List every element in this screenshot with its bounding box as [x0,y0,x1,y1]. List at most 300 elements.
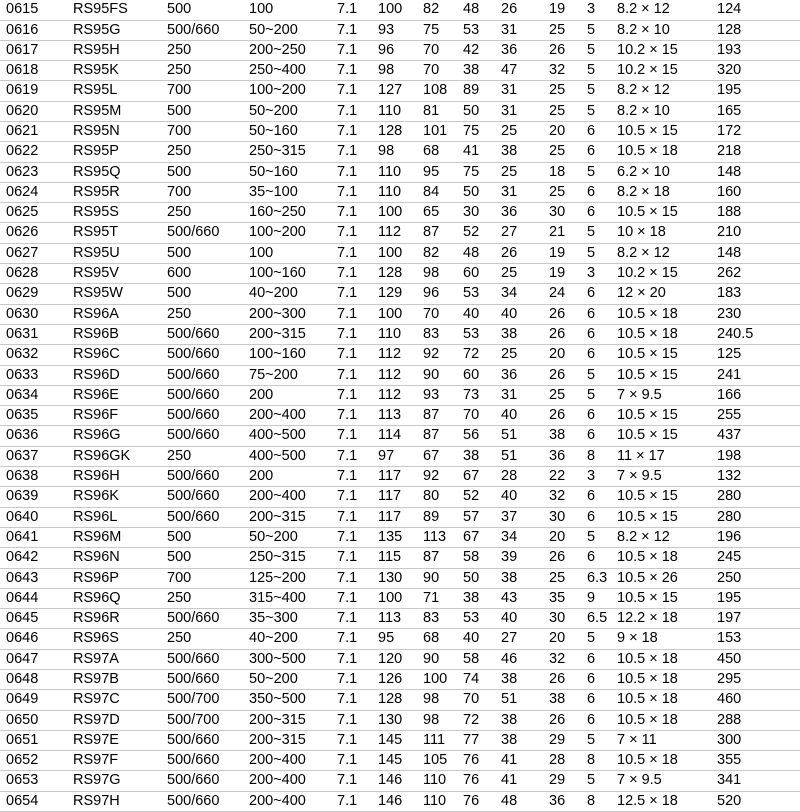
cell-item-number: 0653 [0,771,67,791]
cell-dim-f: 26 [543,324,581,344]
cell-dim-b: 112 [372,365,417,385]
cell-dim-c: 108 [417,81,457,101]
cell-slot-size: 8.2 × 10 [611,101,711,121]
cell-slot-size: 10.5 × 15 [611,365,711,385]
cell-dim-f: 25 [543,385,581,405]
cell-dim-g: 8 [581,751,611,771]
cell-current-range: 35~100 [243,182,331,202]
cell-dim-c: 90 [417,365,457,385]
cell-item-number: 0649 [0,690,67,710]
cell-dim-c: 93 [417,385,457,405]
cell-dim-g: 6 [581,670,611,690]
cell-dim-f: 38 [543,690,581,710]
cell-dim-a: 7.1 [331,61,372,81]
cell-model: RS96D [67,365,161,385]
cell-dim-g: 6 [581,487,611,507]
cell-dim-a: 7.1 [331,629,372,649]
cell-dim-b: 145 [372,751,417,771]
cell-dim-d: 38 [457,588,495,608]
cell-dim-g: 6 [581,142,611,162]
cell-dim-c: 111 [417,730,457,750]
table-row [0,609,800,629]
cell-dim-b: 146 [372,791,417,811]
cell-dim-g: 6 [581,548,611,568]
cell-dim-g: 6 [581,121,611,141]
table-row [0,507,800,527]
table-row [0,0,800,20]
cell-voltage: 500 [161,162,243,182]
cell-model: RS95W [67,284,161,304]
cell-current-range: 100 [243,0,331,20]
cell-slot-size: 8.2 × 12 [611,81,711,101]
table-row [0,406,800,426]
cell-item-number: 0648 [0,670,67,690]
table-row [0,81,800,101]
cell-dim-c: 92 [417,467,457,487]
cell-item-number: 0620 [0,101,67,121]
cell-dim-f: 26 [543,548,581,568]
cell-dim-c: 90 [417,649,457,669]
cell-item-number: 0634 [0,385,67,405]
cell-dim-g: 6 [581,710,611,730]
cell-voltage: 500/660 [161,507,243,527]
cell-dim-g: 5 [581,385,611,405]
cell-dim-a: 7.1 [331,487,372,507]
cell-dim-d: 56 [457,426,495,446]
cell-dim-g: 6 [581,426,611,446]
cell-dim-a: 7.1 [331,121,372,141]
cell-model: RS97B [67,670,161,690]
cell-current-range: 200~400 [243,751,331,771]
cell-slot-size: 10.5 × 18 [611,142,711,162]
cell-dim-c: 82 [417,243,457,263]
cell-dim-a: 7.1 [331,426,372,446]
cell-dim-a: 7.1 [331,791,372,811]
cell-dim-f: 25 [543,81,581,101]
cell-item-number: 0632 [0,345,67,365]
cell-dim-d: 72 [457,710,495,730]
cell-dim-a: 7.1 [331,142,372,162]
cell-dim-d: 50 [457,182,495,202]
cell-dim-c: 113 [417,527,457,547]
cell-weight: 288 [711,710,800,730]
cell-dim-g: 6 [581,304,611,324]
cell-dim-a: 7.1 [331,406,372,426]
table-row [0,568,800,588]
cell-current-range: 50~200 [243,101,331,121]
cell-dim-f: 26 [543,40,581,60]
cell-dim-d: 75 [457,162,495,182]
cell-current-range: 200~400 [243,791,331,811]
table-row [0,61,800,81]
cell-current-range: 50~200 [243,527,331,547]
cell-dim-d: 76 [457,771,495,791]
cell-dim-g: 5 [581,40,611,60]
cell-dim-a: 7.1 [331,670,372,690]
cell-current-range: 50~160 [243,121,331,141]
cell-dim-a: 7.1 [331,101,372,121]
cell-dim-e: 34 [495,284,543,304]
table-row [0,284,800,304]
cell-dim-a: 7.1 [331,0,372,20]
cell-current-range: 200~400 [243,771,331,791]
cell-dim-e: 40 [495,304,543,324]
cell-dim-g: 6.5 [581,609,611,629]
cell-dim-e: 38 [495,568,543,588]
cell-slot-size: 8.2 × 12 [611,527,711,547]
cell-dim-e: 48 [495,791,543,811]
cell-model: RS96M [67,527,161,547]
cell-current-range: 35~300 [243,609,331,629]
table-row [0,426,800,446]
cell-dim-b: 130 [372,710,417,730]
cell-slot-size: 10.2 × 15 [611,40,711,60]
cell-item-number: 0641 [0,527,67,547]
cell-dim-e: 36 [495,203,543,223]
cell-dim-g: 5 [581,730,611,750]
cell-weight: 210 [711,223,800,243]
cell-voltage: 500/660 [161,730,243,750]
cell-dim-c: 87 [417,426,457,446]
cell-dim-b: 117 [372,487,417,507]
cell-dim-e: 37 [495,507,543,527]
cell-weight: 148 [711,162,800,182]
cell-dim-d: 74 [457,670,495,690]
cell-item-number: 0615 [0,0,67,20]
cell-dim-f: 22 [543,467,581,487]
table-row [0,588,800,608]
cell-model: RS96N [67,548,161,568]
cell-dim-d: 67 [457,467,495,487]
cell-voltage: 500 [161,527,243,547]
cell-item-number: 0635 [0,406,67,426]
cell-model: RS95FS [67,0,161,20]
table-row [0,467,800,487]
cell-dim-g: 6 [581,324,611,344]
cell-voltage: 500/660 [161,365,243,385]
cell-slot-size: 8.2 × 12 [611,0,711,20]
cell-dim-c: 80 [417,487,457,507]
cell-voltage: 500/660 [161,426,243,446]
cell-voltage: 700 [161,568,243,588]
cell-dim-d: 58 [457,649,495,669]
cell-dim-b: 113 [372,609,417,629]
cell-voltage: 700 [161,81,243,101]
cell-dim-c: 70 [417,304,457,324]
cell-dim-f: 32 [543,61,581,81]
cell-dim-g: 6 [581,507,611,527]
cell-dim-e: 31 [495,20,543,40]
cell-dim-g: 6 [581,406,611,426]
cell-voltage: 700 [161,182,243,202]
cell-current-range: 50~160 [243,162,331,182]
cell-voltage: 500/660 [161,406,243,426]
cell-dim-g: 5 [581,223,611,243]
cell-dim-a: 7.1 [331,527,372,547]
cell-dim-d: 42 [457,40,495,60]
cell-model: RS97A [67,649,161,669]
cell-slot-size: 10.2 × 15 [611,264,711,284]
cell-dim-e: 26 [495,0,543,20]
cell-weight: 341 [711,771,800,791]
cell-voltage: 500/660 [161,20,243,40]
cell-dim-b: 120 [372,649,417,669]
cell-dim-e: 51 [495,690,543,710]
cell-dim-a: 7.1 [331,243,372,263]
cell-weight: 125 [711,345,800,365]
cell-dim-d: 67 [457,527,495,547]
cell-voltage: 500/660 [161,487,243,507]
cell-dim-f: 30 [543,609,581,629]
cell-dim-f: 19 [543,264,581,284]
cell-dim-g: 5 [581,365,611,385]
cell-item-number: 0631 [0,324,67,344]
cell-item-number: 0627 [0,243,67,263]
cell-current-range: 200 [243,467,331,487]
cell-weight: 128 [711,20,800,40]
cell-dim-e: 40 [495,609,543,629]
cell-dim-e: 38 [495,670,543,690]
cell-dim-a: 7.1 [331,771,372,791]
cell-dim-e: 25 [495,162,543,182]
table-row [0,162,800,182]
cell-voltage: 500/660 [161,467,243,487]
cell-weight: 148 [711,243,800,263]
cell-item-number: 0638 [0,467,67,487]
cell-dim-e: 31 [495,81,543,101]
cell-dim-e: 25 [495,345,543,365]
cell-dim-e: 38 [495,142,543,162]
cell-current-range: 100~160 [243,264,331,284]
table-row [0,203,800,223]
cell-dim-f: 32 [543,487,581,507]
cell-voltage: 500/660 [161,649,243,669]
cell-model: RS96E [67,385,161,405]
cell-dim-g: 5 [581,101,611,121]
cell-dim-b: 98 [372,142,417,162]
cell-dim-e: 25 [495,121,543,141]
cell-slot-size: 12.5 × 18 [611,791,711,811]
cell-dim-f: 20 [543,345,581,365]
table-row [0,304,800,324]
cell-dim-e: 31 [495,385,543,405]
cell-dim-f: 20 [543,629,581,649]
cell-dim-d: 38 [457,61,495,81]
cell-slot-size: 10.5 × 18 [611,324,711,344]
table-row [0,690,800,710]
cell-voltage: 600 [161,264,243,284]
cell-dim-b: 110 [372,101,417,121]
cell-dim-d: 53 [457,20,495,40]
cell-dim-e: 38 [495,730,543,750]
cell-dim-g: 9 [581,588,611,608]
cell-dim-g: 6 [581,182,611,202]
cell-item-number: 0624 [0,182,67,202]
cell-item-number: 0630 [0,304,67,324]
cell-weight: 230 [711,304,800,324]
cell-weight: 218 [711,142,800,162]
cell-dim-c: 84 [417,182,457,202]
cell-dim-g: 6 [581,284,611,304]
cell-dim-b: 100 [372,588,417,608]
cell-dim-d: 52 [457,223,495,243]
cell-dim-c: 70 [417,40,457,60]
table-row [0,40,800,60]
table-row [0,670,800,690]
cell-dim-a: 7.1 [331,203,372,223]
cell-dim-f: 26 [543,670,581,690]
cell-model: RS96P [67,568,161,588]
cell-current-range: 75~200 [243,365,331,385]
cell-dim-d: 53 [457,609,495,629]
cell-dim-c: 75 [417,20,457,40]
table-row [0,223,800,243]
cell-voltage: 500/660 [161,751,243,771]
cell-weight: 197 [711,609,800,629]
cell-dim-d: 48 [457,243,495,263]
cell-dim-c: 98 [417,264,457,284]
cell-model: RS96C [67,345,161,365]
table-row [0,264,800,284]
cell-dim-e: 34 [495,527,543,547]
cell-dim-g: 5 [581,20,611,40]
cell-dim-b: 146 [372,771,417,791]
cell-current-range: 50~200 [243,670,331,690]
cell-dim-e: 38 [495,324,543,344]
cell-dim-a: 7.1 [331,40,372,60]
cell-dim-e: 26 [495,243,543,263]
cell-weight: 188 [711,203,800,223]
cell-current-range: 315~400 [243,588,331,608]
cell-current-range: 100 [243,243,331,263]
cell-slot-size: 8.2 × 10 [611,20,711,40]
cell-dim-e: 31 [495,101,543,121]
cell-item-number: 0626 [0,223,67,243]
cell-voltage: 500/660 [161,345,243,365]
table-row [0,345,800,365]
cell-dim-g: 5 [581,61,611,81]
cell-dim-b: 112 [372,385,417,405]
cell-dim-c: 105 [417,751,457,771]
cell-model: RS96A [67,304,161,324]
cell-dim-b: 98 [372,61,417,81]
cell-slot-size: 12 × 20 [611,284,711,304]
cell-dim-g: 5 [581,243,611,263]
cell-weight: 195 [711,81,800,101]
cell-weight: 183 [711,284,800,304]
cell-slot-size: 8.2 × 18 [611,182,711,202]
cell-model: RS96B [67,324,161,344]
cell-model: RS96Q [67,588,161,608]
cell-dim-f: 19 [543,0,581,20]
cell-dim-e: 39 [495,548,543,568]
cell-voltage: 500/700 [161,690,243,710]
cell-current-range: 200 [243,385,331,405]
cell-dim-a: 7.1 [331,324,372,344]
cell-weight: 460 [711,690,800,710]
cell-dim-f: 25 [543,568,581,588]
cell-item-number: 0644 [0,588,67,608]
cell-dim-d: 75 [457,121,495,141]
cell-dim-f: 26 [543,710,581,730]
cell-dim-d: 89 [457,81,495,101]
cell-item-number: 0645 [0,609,67,629]
cell-dim-d: 53 [457,324,495,344]
cell-item-number: 0647 [0,649,67,669]
cell-dim-b: 100 [372,0,417,20]
cell-dim-a: 7.1 [331,385,372,405]
cell-voltage: 500/660 [161,609,243,629]
cell-dim-a: 7.1 [331,649,372,669]
cell-current-range: 160~250 [243,203,331,223]
cell-item-number: 0617 [0,40,67,60]
cell-dim-c: 96 [417,284,457,304]
table-row [0,791,800,811]
cell-voltage: 500 [161,284,243,304]
cell-dim-c: 95 [417,162,457,182]
cell-dim-g: 8 [581,446,611,466]
cell-model: RS95G [67,20,161,40]
cell-dim-c: 89 [417,507,457,527]
cell-slot-size: 9 × 18 [611,629,711,649]
cell-dim-d: 53 [457,284,495,304]
cell-weight: 198 [711,446,800,466]
cell-dim-b: 127 [372,81,417,101]
cell-dim-f: 21 [543,223,581,243]
cell-dim-a: 7.1 [331,751,372,771]
cell-dim-b: 110 [372,182,417,202]
cell-model: RS96G [67,426,161,446]
cell-weight: 280 [711,487,800,507]
cell-model: RS96S [67,629,161,649]
cell-dim-e: 41 [495,751,543,771]
cell-voltage: 500/700 [161,710,243,730]
cell-voltage: 250 [161,61,243,81]
cell-model: RS97C [67,690,161,710]
cell-dim-g: 5 [581,527,611,547]
cell-voltage: 250 [161,203,243,223]
cell-dim-g: 6 [581,690,611,710]
cell-dim-c: 68 [417,142,457,162]
cell-dim-a: 7.1 [331,284,372,304]
cell-dim-d: 50 [457,568,495,588]
cell-weight: 280 [711,507,800,527]
cell-dim-a: 7.1 [331,264,372,284]
cell-model: RS97G [67,771,161,791]
cell-current-range: 200~250 [243,40,331,60]
cell-dim-e: 43 [495,588,543,608]
cell-item-number: 0623 [0,162,67,182]
cell-dim-d: 76 [457,791,495,811]
cell-model: RS95R [67,182,161,202]
cell-dim-f: 28 [543,751,581,771]
cell-dim-c: 90 [417,568,457,588]
cell-slot-size: 7 × 9.5 [611,771,711,791]
cell-current-range: 400~500 [243,446,331,466]
cell-voltage: 500 [161,548,243,568]
cell-slot-size: 10.2 × 15 [611,61,711,81]
table-row [0,649,800,669]
cell-dim-b: 93 [372,20,417,40]
cell-voltage: 500/660 [161,771,243,791]
cell-voltage: 250 [161,304,243,324]
cell-weight: 250 [711,568,800,588]
cell-slot-size: 10.5 × 15 [611,507,711,527]
table-row [0,548,800,568]
cell-current-range: 250~315 [243,548,331,568]
cell-weight: 166 [711,385,800,405]
cell-voltage: 500 [161,243,243,263]
